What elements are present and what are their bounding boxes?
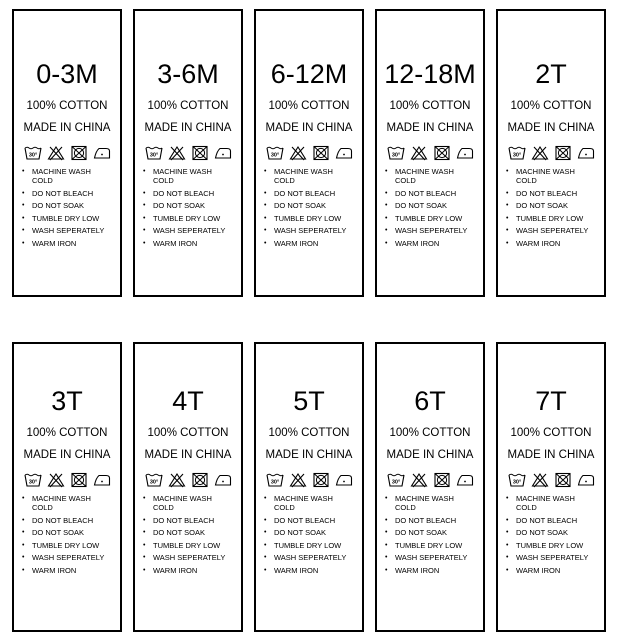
care-list	[256, 167, 362, 248]
care-instruction: • WARM IRON	[264, 566, 362, 575]
origin-text: MADE IN CHINA	[23, 449, 111, 461]
care-instruction: • WARM IRON	[22, 239, 120, 248]
care-instruction: • TUMBLE DRY LOW	[22, 541, 120, 550]
do-not-bleach-icon	[47, 145, 65, 161]
size-text: 6-12M	[270, 59, 348, 89]
care-instruction: • DO NOT BLEACH	[506, 189, 604, 198]
care-instruction: • MACHINE WASH COLD	[385, 167, 483, 185]
care-instruction: • WASH SEPERATELY	[385, 553, 483, 562]
care-list	[135, 494, 241, 575]
do-not-bleach-icon	[410, 145, 428, 161]
care-instruction: • DO NOT BLEACH	[143, 516, 241, 525]
wash-basin-30-icon	[266, 145, 284, 161]
origin-text: MADE IN CHINA	[265, 122, 353, 134]
wash-basin-30-icon	[508, 472, 526, 488]
care-instruction: • WARM IRON	[506, 239, 604, 248]
size-label-9	[496, 342, 606, 632]
material-text: 100% COTTON	[389, 427, 471, 439]
care-instruction: • MACHINE WASH COLD	[264, 167, 362, 185]
tumble-dry-low-icon	[433, 145, 451, 161]
size-label-7	[254, 342, 364, 632]
wash-basin-30-icon	[387, 472, 405, 488]
size-text: 0-3M	[36, 59, 98, 89]
care-instruction: • MACHINE WASH COLD	[22, 167, 120, 185]
care-instruction: • DO NOT BLEACH	[506, 516, 604, 525]
care-instruction: • TUMBLE DRY LOW	[385, 541, 483, 550]
care-instruction: • WASH SEPERATELY	[143, 226, 241, 235]
care-instruction: • DO NOT SOAK	[506, 201, 604, 210]
tumble-dry-low-icon	[70, 145, 88, 161]
size-text: 12-18M	[384, 59, 476, 89]
care-instruction: • TUMBLE DRY LOW	[143, 214, 241, 223]
origin-text: MADE IN CHINA	[265, 449, 353, 461]
origin-text: MADE IN CHINA	[507, 449, 595, 461]
origin-text: MADE IN CHINA	[386, 449, 474, 461]
wash-basin-30-icon	[387, 145, 405, 161]
care-list	[498, 494, 604, 575]
care-instruction: • MACHINE WASH COLD	[264, 494, 362, 512]
origin-text: MADE IN CHINA	[144, 449, 232, 461]
care-instruction: • DO NOT BLEACH	[264, 516, 362, 525]
care-list	[135, 167, 241, 248]
wash-basin-30-icon	[508, 145, 526, 161]
care-instruction: • WASH SEPERATELY	[22, 553, 120, 562]
care-instruction: • WASH SEPERATELY	[385, 226, 483, 235]
iron-low-icon	[214, 145, 232, 161]
care-instruction: • TUMBLE DRY LOW	[506, 541, 604, 550]
material-text: 100% COTTON	[389, 100, 471, 112]
care-instruction: • MACHINE WASH COLD	[143, 167, 241, 185]
iron-low-icon	[214, 472, 232, 488]
svg-text:30°: 30°	[270, 152, 279, 159]
material-text: 100% COTTON	[147, 100, 229, 112]
care-instruction: • DO NOT SOAK	[264, 528, 362, 537]
care-symbols	[498, 472, 604, 488]
size-label-4	[496, 9, 606, 297]
size-text: 7T	[535, 386, 567, 416]
care-instruction: • TUMBLE DRY LOW	[264, 541, 362, 550]
material-text: 100% COTTON	[268, 427, 350, 439]
tumble-dry-low-icon	[70, 472, 88, 488]
care-instruction: • WARM IRON	[506, 566, 604, 575]
care-instruction: • DO NOT SOAK	[143, 528, 241, 537]
care-instruction: • WARM IRON	[264, 239, 362, 248]
svg-text:30°: 30°	[391, 152, 400, 159]
size-label-3	[375, 9, 485, 297]
care-instruction: • DO NOT SOAK	[264, 201, 362, 210]
tumble-dry-low-icon	[433, 472, 451, 488]
care-symbols	[377, 145, 483, 161]
care-instruction: • WASH SEPERATELY	[264, 226, 362, 235]
care-instruction: • WARM IRON	[22, 566, 120, 575]
care-instruction: • WASH SEPERATELY	[506, 553, 604, 562]
do-not-bleach-icon	[410, 472, 428, 488]
care-instruction: • DO NOT SOAK	[506, 528, 604, 537]
care-list	[377, 494, 483, 575]
size-label-5	[12, 342, 122, 632]
iron-low-icon	[456, 472, 474, 488]
material-text: 100% COTTON	[26, 427, 108, 439]
tumble-dry-low-icon	[554, 472, 572, 488]
tumble-dry-low-icon	[554, 145, 572, 161]
do-not-bleach-icon	[289, 145, 307, 161]
care-list	[377, 167, 483, 248]
do-not-bleach-icon	[531, 472, 549, 488]
iron-low-icon	[577, 472, 595, 488]
care-instruction: • WARM IRON	[385, 239, 483, 248]
svg-text:30°: 30°	[28, 479, 37, 486]
size-label-2	[254, 9, 364, 297]
iron-low-icon	[456, 145, 474, 161]
care-instruction: • MACHINE WASH COLD	[506, 494, 604, 512]
care-instruction: • WASH SEPERATELY	[22, 226, 120, 235]
tumble-dry-low-icon	[191, 472, 209, 488]
care-instruction: • DO NOT BLEACH	[385, 516, 483, 525]
size-label-0	[12, 9, 122, 297]
care-symbols	[135, 472, 241, 488]
svg-text:30°: 30°	[391, 479, 400, 486]
size-label-8	[375, 342, 485, 632]
care-instruction: • WASH SEPERATELY	[264, 553, 362, 562]
svg-text:30°: 30°	[512, 479, 521, 486]
tumble-dry-low-icon	[312, 472, 330, 488]
material-text: 100% COTTON	[26, 100, 108, 112]
care-instruction: • DO NOT BLEACH	[385, 189, 483, 198]
care-instruction: • TUMBLE DRY LOW	[264, 214, 362, 223]
size-label-1	[133, 9, 243, 297]
care-instruction: • MACHINE WASH COLD	[143, 494, 241, 512]
size-label-6	[133, 342, 243, 632]
svg-text:30°: 30°	[512, 152, 521, 159]
size-text: 5T	[293, 386, 325, 416]
care-symbols	[14, 472, 120, 488]
care-list	[14, 167, 120, 248]
care-instruction: • DO NOT BLEACH	[264, 189, 362, 198]
iron-low-icon	[93, 145, 111, 161]
iron-low-icon	[93, 472, 111, 488]
do-not-bleach-icon	[168, 472, 186, 488]
care-instruction: • MACHINE WASH COLD	[22, 494, 120, 512]
iron-low-icon	[335, 145, 353, 161]
svg-text:30°: 30°	[270, 479, 279, 486]
care-list	[256, 494, 362, 575]
wash-basin-30-icon	[145, 145, 163, 161]
care-instruction: • DO NOT SOAK	[385, 528, 483, 537]
care-symbols	[377, 472, 483, 488]
origin-text: MADE IN CHINA	[386, 122, 474, 134]
svg-text:30°: 30°	[149, 152, 158, 159]
care-instruction: • DO NOT SOAK	[22, 201, 120, 210]
care-symbols	[14, 145, 120, 161]
care-symbols	[135, 145, 241, 161]
iron-low-icon	[577, 145, 595, 161]
care-instruction: • DO NOT SOAK	[385, 201, 483, 210]
care-instruction: • TUMBLE DRY LOW	[143, 541, 241, 550]
iron-low-icon	[335, 472, 353, 488]
size-text: 6T	[414, 386, 446, 416]
wash-basin-30-icon	[266, 472, 284, 488]
care-list	[14, 494, 120, 575]
care-list	[498, 167, 604, 248]
size-text: 3-6M	[157, 59, 219, 89]
care-symbols	[256, 145, 362, 161]
size-text: 3T	[51, 386, 83, 416]
svg-text:30°: 30°	[28, 152, 37, 159]
care-instruction: • DO NOT SOAK	[22, 528, 120, 537]
care-symbols	[256, 472, 362, 488]
material-text: 100% COTTON	[147, 427, 229, 439]
wash-basin-30-icon	[24, 472, 42, 488]
origin-text: MADE IN CHINA	[144, 122, 232, 134]
care-instruction: • TUMBLE DRY LOW	[22, 214, 120, 223]
tumble-dry-low-icon	[191, 145, 209, 161]
care-instruction: • MACHINE WASH COLD	[385, 494, 483, 512]
care-instruction: • WASH SEPERATELY	[506, 226, 604, 235]
do-not-bleach-icon	[531, 145, 549, 161]
care-instruction: • WARM IRON	[385, 566, 483, 575]
wash-basin-30-icon	[24, 145, 42, 161]
care-symbols	[498, 145, 604, 161]
tumble-dry-low-icon	[312, 145, 330, 161]
care-instruction: • DO NOT BLEACH	[22, 516, 120, 525]
wash-basin-30-icon	[145, 472, 163, 488]
care-instruction: • DO NOT SOAK	[143, 201, 241, 210]
care-instruction: • TUMBLE DRY LOW	[385, 214, 483, 223]
care-instruction: • MACHINE WASH COLD	[506, 167, 604, 185]
care-instruction: • DO NOT BLEACH	[22, 189, 120, 198]
care-instruction: • WASH SEPERATELY	[143, 553, 241, 562]
origin-text: MADE IN CHINA	[23, 122, 111, 134]
care-instruction: • TUMBLE DRY LOW	[506, 214, 604, 223]
do-not-bleach-icon	[47, 472, 65, 488]
origin-text: MADE IN CHINA	[507, 122, 595, 134]
material-text: 100% COTTON	[510, 100, 592, 112]
do-not-bleach-icon	[289, 472, 307, 488]
size-text: 4T	[172, 386, 204, 416]
material-text: 100% COTTON	[510, 427, 592, 439]
size-text: 2T	[535, 59, 567, 89]
care-instruction: • WARM IRON	[143, 566, 241, 575]
material-text: 100% COTTON	[268, 100, 350, 112]
care-instruction: • DO NOT BLEACH	[143, 189, 241, 198]
do-not-bleach-icon	[168, 145, 186, 161]
care-instruction: • WARM IRON	[143, 239, 241, 248]
svg-text:30°: 30°	[149, 479, 158, 486]
